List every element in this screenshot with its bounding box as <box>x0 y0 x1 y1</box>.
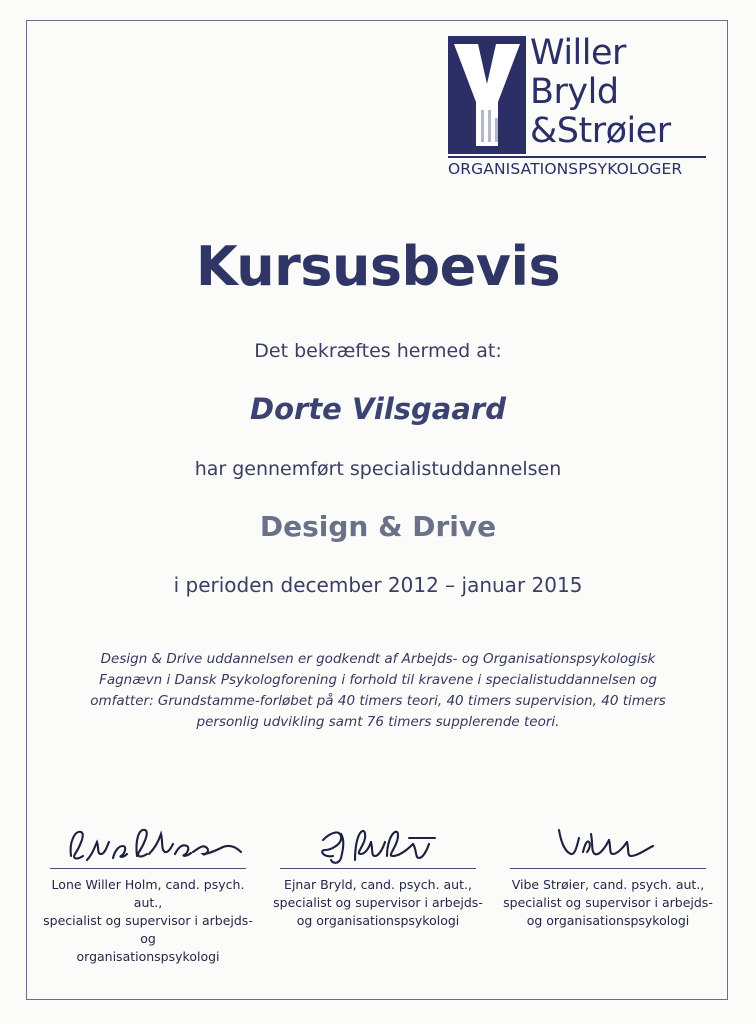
certificate-content <box>56 235 700 733</box>
signature-rule <box>510 868 706 869</box>
signatory-line-1: Ejnar Bryld, cand. psych. aut., <box>284 877 472 892</box>
program-name: Design & Drive <box>259 510 497 543</box>
signatory-line-2: specialist og supervisor i arbejds- <box>503 895 713 910</box>
signature-block <box>270 820 486 966</box>
signatory-line-1: Lone Willer Holm, cand. psych. aut., <box>51 877 245 910</box>
program-lead-line: har gennemført specialistuddannelsen <box>194 458 562 480</box>
signature-row <box>40 820 716 966</box>
confirmation-line: Det bekræftes hermed at: <box>254 340 502 362</box>
handwritten-signature-icon <box>40 820 256 866</box>
signatory-name <box>40 876 256 966</box>
logo-line-2: Bryld <box>530 72 619 112</box>
logo-wordmark <box>530 34 706 151</box>
period-line: i perioden december 2012 – januar 2015 <box>173 573 583 597</box>
signatory-line-3: og organisationspsykologi <box>526 913 690 928</box>
logo-line-3: &Strøier <box>530 111 671 151</box>
signatory-line-3: organisationspsykologi <box>76 949 220 964</box>
signature-block <box>500 820 716 966</box>
signatory-line-3: og organisationspsykologi <box>296 913 460 928</box>
signature-rule <box>280 868 476 869</box>
page-title: Kursusbevis <box>195 235 561 298</box>
signature-block <box>40 820 256 966</box>
signatory-line-2: specialist og supervisor i arbejds- <box>273 895 483 910</box>
handwritten-signature-icon <box>270 820 486 866</box>
signatory-line-2: specialist og supervisor i arbejds- og <box>43 913 253 946</box>
logo-line-1: Willer <box>530 33 626 73</box>
recipient-name: Dorte Vilsgaard <box>250 392 506 426</box>
fineprint-text: Design & Drive uddannelsen er godkendt af Arbejds- og Organisationspsykologisk Fagnævn i Dansk Psykologforening i forhold til kravene i specialistuddannelsen og omfatter: Grundstamme-forløbet på 40 timers teori, 40 timers supervision, 40 timers personlig udvikling samt 76 timers supplerende teori. <box>90 651 666 730</box>
logo-subtitle: ORGANISATIONSPSYKOLOGER <box>448 160 683 178</box>
signatory-line-1: Vibe Strøier, cand. psych. aut., <box>511 877 705 892</box>
signatory-name <box>500 876 716 930</box>
company-logo <box>448 33 706 178</box>
logo-divider <box>448 156 706 158</box>
handwritten-signature-icon <box>500 820 716 866</box>
logo-mark-icon <box>448 36 526 154</box>
signature-rule <box>50 868 246 869</box>
signatory-name <box>270 876 486 930</box>
